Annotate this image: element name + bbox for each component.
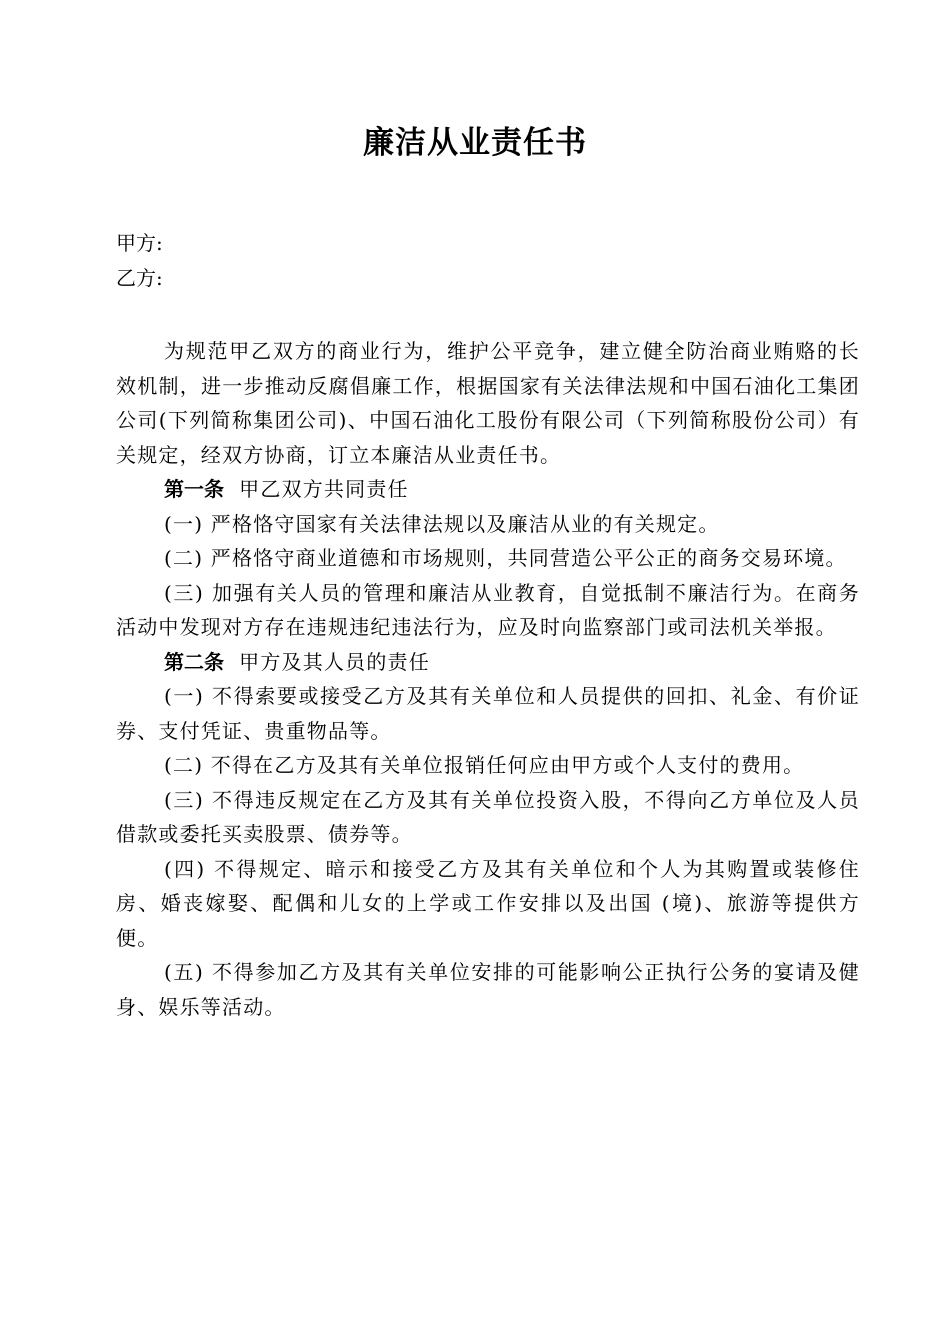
- document-title: 廉洁从业责任书: [363, 125, 587, 161]
- article-2-item-1: (一) 不得索要或接受乙方及其有关单位和人员提供的回扣、礼金、有价证券、支付凭证、贵重物品等。: [116, 684, 860, 743]
- article-2-item-2: (二) 不得在乙方及其有关单位报销任何应由甲方或个人支付的费用。: [164, 753, 805, 777]
- article-2-item-5: (五) 不得参加乙方及其有关单位安排的可能影响公正执行公务的宴请及健身、娱乐等活动。: [116, 960, 860, 1019]
- article-1-item-1: (一) 严格恪守国家有关法律法规以及廉洁从业的有关规定。: [164, 511, 720, 536]
- article-1-item-3: (三) 加强有关人员的管理和廉洁从业教育，自觉抵制不廉洁行为。在商务活动中发现对方存在违规违纪违法行为，应及时向监察部门或司法机关举报。: [116, 580, 860, 639]
- article-1-heading: [116, 472, 860, 507]
- article-1-item-2: (二) 严格恪守商业道德和市场规则，共同营造公平公正的商务交易环境。: [164, 546, 847, 570]
- article-1-number: 第一条: [164, 477, 224, 501]
- article-2-heading: [116, 645, 860, 680]
- party-b-label: 乙方:: [116, 266, 163, 290]
- document-body: [116, 334, 860, 1024]
- article-2-number: 第二条: [164, 649, 224, 674]
- article-1-title: 甲乙双方共同责任: [239, 477, 409, 501]
- article-2-item-4: (四) 不得规定、暗示和接受乙方及其有关单位和个人为其购置或装修住房、婚丧嫁娶、配偶和儿女的上学或工作安排以及出国 (境)、旅游等提供方便。: [116, 856, 860, 950]
- party-a-label: 甲方:: [116, 231, 163, 255]
- intro-paragraph: 为规范甲乙双方的商业行为，维护公平竞争，建立健全防治商业贿赂的长效机制，进一步推动反腐倡廉工作，根据国家有关法律法规和中国石油化工集团公司(下列简称集团公司)、中国石油化工股份有限公司（下列简称股份公司）有关规定，经双方协商，订立本廉洁从业责任书。: [116, 339, 860, 467]
- article-2-item-3: (三) 不得违反规定在乙方及其有关单位投资入股，不得向乙方单位及人员借款或委托买卖股票、债券等。: [116, 787, 860, 846]
- article-2-title: 甲方及其人员的责任: [239, 649, 430, 674]
